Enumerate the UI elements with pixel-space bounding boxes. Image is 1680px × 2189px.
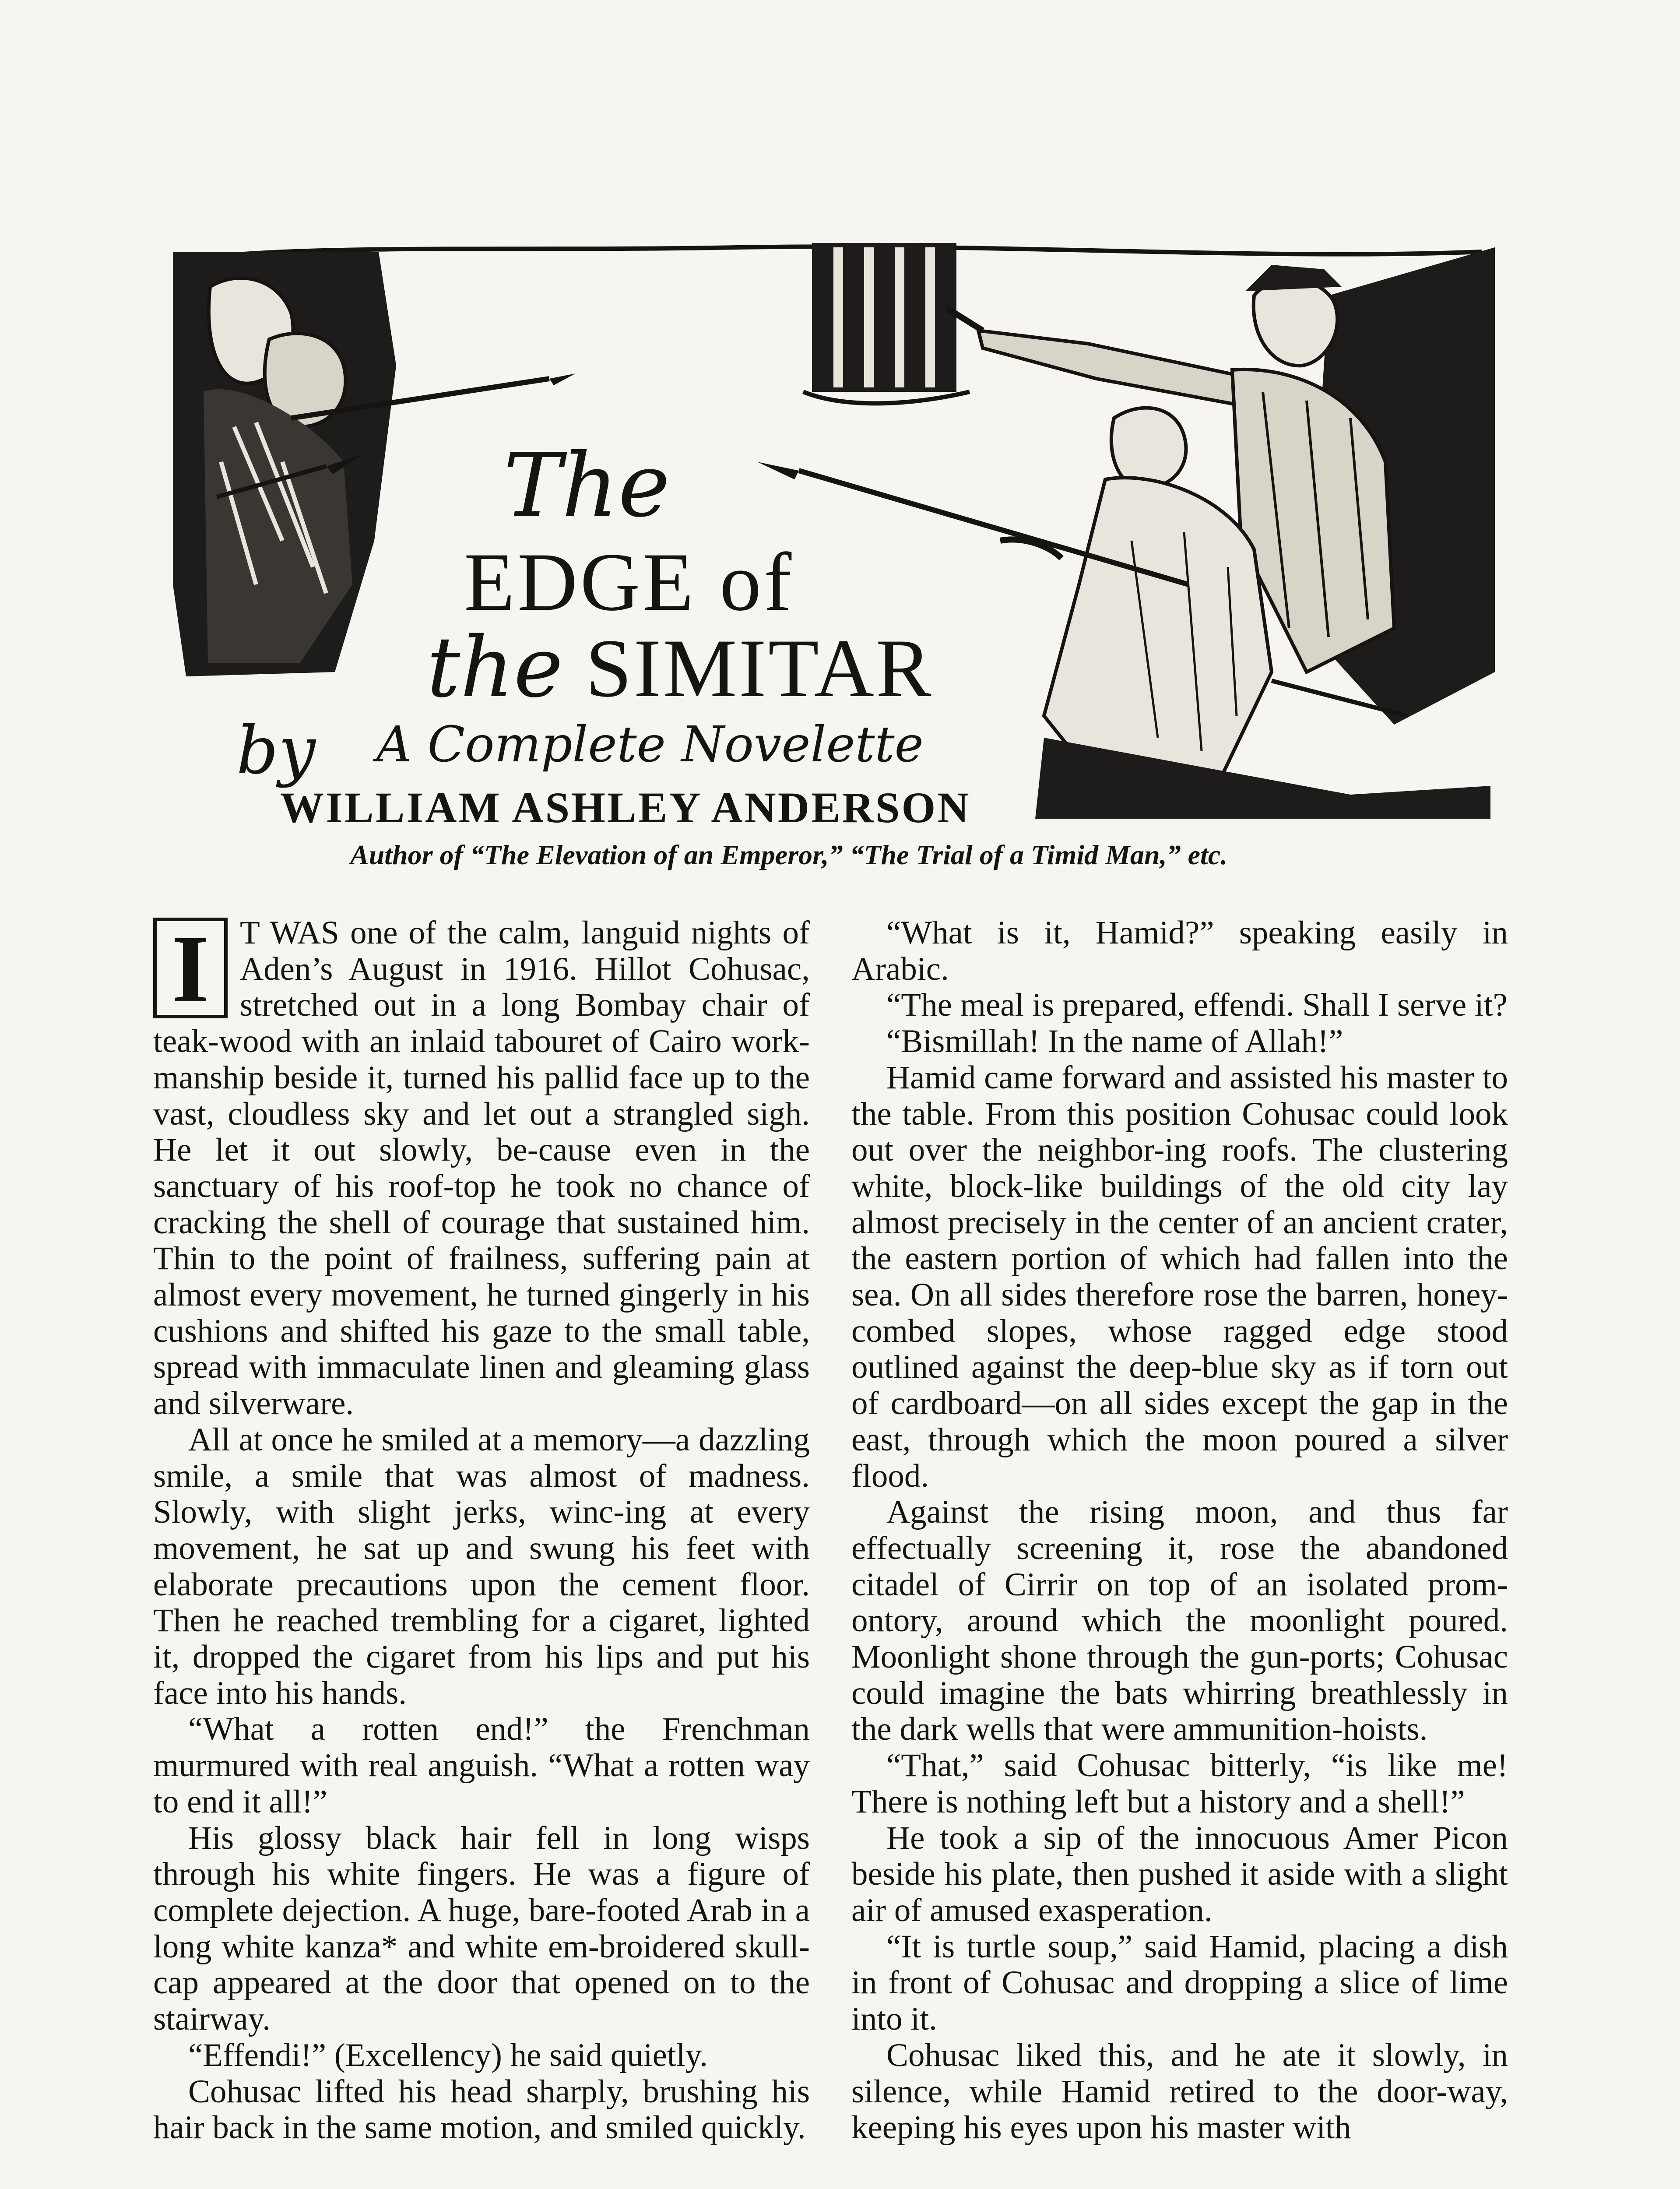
paragraph: “What is it, Hamid?” speaking easily in Arabic. <box>851 915 1508 987</box>
title-the-simitar <box>427 619 1061 716</box>
paragraph: Cohusac lifted his head sharply, brushing his hair back in the same motion, and smiled quickly. <box>153 2073 810 2146</box>
paragraph: Against the rising moon, and thus far effectually screening it, rose the abandoned citadel of Cirrir on top of an isolated prom-ontory, around which the moonlight poured. Moonlight shone through the gun-ports; Cohusac could imagine the bats whirring breathlessly in the dark wells that were ammunition-hoists. <box>851 1494 1508 1748</box>
paragraph: “It is turtle soup,” said Hamid, placing a dish in front of Cohusac and dropping a slice of lime into it. <box>851 1928 1508 2038</box>
paragraph: He took a sip of the innocuous Amer Picon beside his plate, then pushed it aside with a slight air of amused exasperation. <box>851 1819 1508 1929</box>
paragraph: “That,” said Cohusac bitterly, “is like me! There is nothing left but a history and a shell!” <box>851 1747 1508 1820</box>
author-name: WILLIAM ASHLEY ANDERSON <box>280 783 971 832</box>
subtitle: A Complete Novelette <box>376 716 924 773</box>
paragraph: T WAS one of the calm, languid nights of Aden’s August in 1916. Hillot Cohusac, stretched out in a long Bombay chair of teak-wood with an inlaid tabouret of Cairo work-manship beside it, turned his pallid face up to the vast, cloudless sky and let out a strangled sigh. He let it out slowly, be-cause even in the sanctuary of his roof-top he took no chance of cracking the shell of courage that sustained him. Thin to the point of frailness, suffering pain at almost every movement, he turned gingerly in his cushions and shifted his gaze to the small table, spread with immaculate linen and gleaming glass and silverware. <box>153 915 810 1422</box>
paragraph: “Effendi!” (Excellency) he said quietly. <box>188 2037 708 2073</box>
title-simitar: SIMITAR <box>585 623 933 714</box>
paragraph: Cohusac liked this, and he ate it slowly, in silence, while Hamid retired to the door-way, keeping his eyes upon his master with <box>851 2037 1508 2146</box>
paragraph: “What a rotten end!” the Frenchman murmured with real anguish. “What a rotten way to end it all!” <box>153 1711 810 1820</box>
drop-cap: I <box>153 918 228 1018</box>
right-column <box>851 915 1508 2146</box>
left-column <box>153 915 810 2146</box>
paragraph: All at once he smiled at a memory—a dazzling smile, a smile that was almost of madness. Slowly, with slight jerks, winc-ing at every movement, he sat up and swung his feet with elaborate precautions upon the cement floor. Then he reached trembling for a cigaret, lighted it, dropped the cigaret from his lips and put his face into his hands. <box>153 1421 810 1711</box>
byline-by: by <box>236 713 316 789</box>
barred-window-art <box>803 243 970 403</box>
author-credits: Author of “The Elevation of an Emperor,” “The Trial of a Timid Man,” etc. <box>350 839 1228 870</box>
title-edge-of: EDGE of <box>464 536 794 628</box>
title-the-2: the <box>427 619 563 716</box>
paragraph: “The meal is prepared, effendi. Shall I serve it? <box>886 987 1508 1024</box>
title-the: The <box>503 435 670 537</box>
paragraph: Hamid came forward and assisted his master to the table. From this position Cohusac could look out over the neighbor-ing roofs. The clustering white, block-like buildings of the old city lay almost precisely in the center of an ancient crater, the eastern portion of which had fallen into the sea. On all sides therefore rose the barren, honey-combed slopes, whose ragged edge stood outlined against the deep-blue sky as if torn out of cardboard—on all sides except the gap in the east, through which the moon poured a silver flood. <box>851 1059 1508 1494</box>
paragraph: “Bismillah! In the name of Allah!” <box>886 1023 1343 1060</box>
paragraph: His glossy black hair fell in long wisps through his white fingers. He was a figure of complete dejection. A huge, bare-footed Arab in a long white kanza* and white em-broidered skull-cap appeared at the door that opened on to the stairway. <box>153 1819 810 2038</box>
